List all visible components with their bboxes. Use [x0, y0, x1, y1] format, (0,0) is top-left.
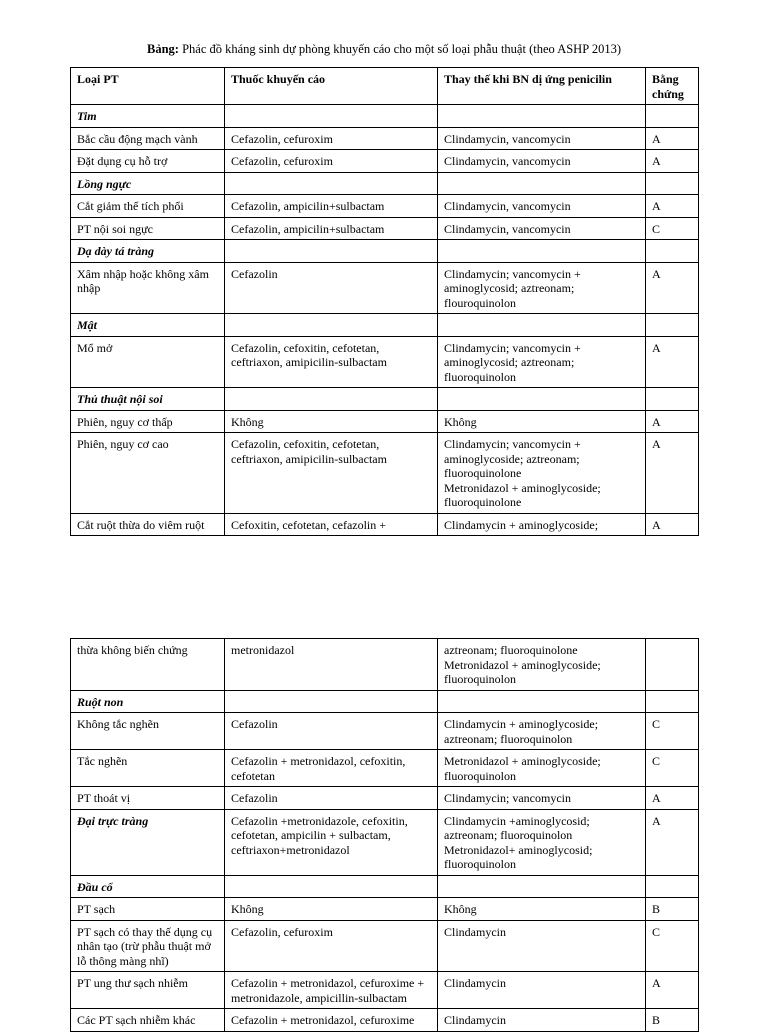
table-row: [71, 433, 699, 514]
header-penicillin-allergy-alternative: Thay thế khi BN dị ứng penicilin: [438, 68, 646, 105]
surgery-type-cell: thừa không biến chứng: [71, 639, 225, 691]
alternative-drug-cell: Clindamycin; vancomycin + aminoglycoside; aztreonam; fluoroquinolone Metronidazol + aminoglycoside; fluoroquinolone: [438, 433, 646, 514]
surgery-type-cell: PT thoát vị: [71, 787, 225, 810]
surgery-type-cell: Không tắc nghẽn: [71, 713, 225, 750]
recommended-drug-cell: Không: [225, 898, 438, 921]
alternative-drug-cell: Clindamycin; vancomycin: [438, 787, 646, 810]
table-row: [71, 809, 699, 875]
evidence-cell: C: [646, 920, 699, 972]
empty-cell: [225, 388, 438, 411]
section-title: Ruột non: [71, 690, 225, 713]
empty-cell: [646, 690, 699, 713]
evidence-cell: C: [646, 713, 699, 750]
alternative-drug-cell: Clindamycin: [438, 1009, 646, 1032]
evidence-cell: A: [646, 127, 699, 150]
section-title: Dạ dày tá tràng: [71, 240, 225, 263]
recommended-drug-cell: Cefazolin, cefuroxim: [225, 920, 438, 972]
alternative-drug-cell: Clindamycin; vancomycin + aminoglycosid; aztreonam; fluoroquinolon: [438, 336, 646, 388]
empty-cell: [646, 172, 699, 195]
caption-label: Bảng:: [147, 42, 179, 56]
table-row: [71, 898, 699, 921]
surgery-type-cell: Các PT sạch nhiễm khác: [71, 1009, 225, 1032]
table-2-body: [71, 639, 699, 1032]
alternative-drug-cell: Không: [438, 410, 646, 433]
empty-cell: [438, 690, 646, 713]
evidence-cell: A: [646, 336, 699, 388]
antibiotic-table-part-2: [70, 638, 699, 1032]
alternative-drug-cell: Clindamycin: [438, 920, 646, 972]
table-row: [71, 972, 699, 1009]
recommended-drug-cell: Cefazolin, ampicilin+sulbactam: [225, 195, 438, 218]
evidence-cell: A: [646, 433, 699, 514]
alternative-drug-cell: Clindamycin, vancomycin: [438, 150, 646, 173]
table-row: [71, 195, 699, 218]
table-row: [71, 750, 699, 787]
empty-cell: [225, 875, 438, 898]
header-row: [71, 68, 699, 105]
section-title: Tim: [71, 105, 225, 128]
empty-cell: [438, 105, 646, 128]
evidence-cell: B: [646, 1009, 699, 1032]
recommended-drug-cell: Cefazolin +metronidazole, cefoxitin, cefotetan, ampicilin + sulbactam, ceftriaxon+metronidazol: [225, 809, 438, 875]
surgery-type-cell: Phiên, nguy cơ cao: [71, 433, 225, 514]
empty-cell: [646, 875, 699, 898]
recommended-drug-cell: Cefazolin, cefoxitin, cefotetan, ceftriaxon, amipicilin-sulbactam: [225, 336, 438, 388]
evidence-cell: A: [646, 787, 699, 810]
table-row: [71, 410, 699, 433]
table-row: [71, 336, 699, 388]
surgery-type-cell: Phiên, nguy cơ thấp: [71, 410, 225, 433]
surgery-type-cell: Cắt giảm thể tích phổi: [71, 195, 225, 218]
alternative-drug-cell: Không: [438, 898, 646, 921]
surgery-type-cell: PT sạch có thay thế dụng cụ nhân tạo (trừ phẫu thuật mở lỗ thông màng nhĩ): [71, 920, 225, 972]
antibiotic-table-part-1: [70, 67, 699, 536]
recommended-drug-cell: Cefazolin: [225, 787, 438, 810]
surgery-type-cell: PT sạch: [71, 898, 225, 921]
empty-cell: [438, 240, 646, 263]
alternative-drug-cell: Clindamycin, vancomycin: [438, 195, 646, 218]
section-title: Thủ thuật nội soi: [71, 388, 225, 411]
alternative-drug-cell: aztreonam; fluoroquinolone Metronidazol + aminoglycoside; fluoroquinolon: [438, 639, 646, 691]
empty-cell: [438, 172, 646, 195]
recommended-drug-cell: Cefazolin, ampicilin+sulbactam: [225, 217, 438, 240]
recommended-drug-cell: Cefazolin, cefoxitin, cefotetan, ceftriaxon, amipicilin-sulbactam: [225, 433, 438, 514]
table-row: [71, 150, 699, 173]
evidence-cell: A: [646, 513, 699, 536]
section-title: Lồng ngực: [71, 172, 225, 195]
table-row: [71, 1009, 699, 1032]
caption-text: Phác đồ kháng sinh dự phòng khuyến cáo cho một số loại phẫu thuật (theo ASHP 2013): [182, 42, 621, 56]
empty-cell: [438, 875, 646, 898]
empty-cell: [646, 314, 699, 337]
surgery-type-cell: Đại trực tràng: [71, 809, 225, 875]
surgery-type-cell: Cắt ruột thừa do viêm ruột: [71, 513, 225, 536]
empty-cell: [646, 388, 699, 411]
section-row: [71, 388, 699, 411]
recommended-drug-cell: Cefazolin, cefuroxim: [225, 150, 438, 173]
recommended-drug-cell: Cefoxitin, cefotetan, cefazolin +: [225, 513, 438, 536]
recommended-drug-cell: Cefazolin + metronidazol, cefuroxime: [225, 1009, 438, 1032]
section-row: [71, 314, 699, 337]
section-title: Đầu cổ: [71, 875, 225, 898]
section-row: [71, 240, 699, 263]
table-row: [71, 513, 699, 536]
header-recommended-drug: Thuốc khuyến cáo: [225, 68, 438, 105]
surgery-type-cell: Tắc nghẽn: [71, 750, 225, 787]
surgery-type-cell: Bắc cầu động mạch vành: [71, 127, 225, 150]
table-row: [71, 262, 699, 314]
alternative-drug-cell: Clindamycin +aminoglycosid; aztreonam; fluoroquinolon Metronidazol+ aminoglycosid; fluoroquinolon: [438, 809, 646, 875]
evidence-cell: C: [646, 217, 699, 240]
recommended-drug-cell: Cefazolin + metronidazol, cefuroxime + metronidazole, ampicillin-sulbactam: [225, 972, 438, 1009]
table-row: [71, 217, 699, 240]
evidence-cell: B: [646, 898, 699, 921]
recommended-drug-cell: Cefazolin + metronidazol, cefoxitin, cefotetan: [225, 750, 438, 787]
table-row: [71, 127, 699, 150]
alternative-drug-cell: Metronidazol + aminoglycoside; fluoroquinolon: [438, 750, 646, 787]
empty-cell: [438, 314, 646, 337]
evidence-cell: A: [646, 262, 699, 314]
section-row: [71, 105, 699, 128]
header-evidence: Bằng chứng: [646, 68, 699, 105]
recommended-drug-cell: Cefazolin: [225, 713, 438, 750]
surgery-type-cell: Xâm nhập hoặc không xâm nhập: [71, 262, 225, 314]
evidence-cell: A: [646, 972, 699, 1009]
surgery-type-cell: Đặt dụng cụ hỗ trợ: [71, 150, 225, 173]
alternative-drug-cell: Clindamycin + aminoglycoside;: [438, 513, 646, 536]
empty-cell: [225, 105, 438, 128]
alternative-drug-cell: Clindamycin + aminoglycoside; aztreonam; fluoroquinolon: [438, 713, 646, 750]
section-row: [71, 172, 699, 195]
header-surgery-type: Loại PT: [71, 68, 225, 105]
table-row: [71, 639, 699, 691]
empty-cell: [225, 690, 438, 713]
evidence-cell: A: [646, 410, 699, 433]
table-row: [71, 920, 699, 972]
evidence-cell: A: [646, 150, 699, 173]
surgery-type-cell: PT ung thư sạch nhiễm: [71, 972, 225, 1009]
empty-cell: [646, 105, 699, 128]
empty-cell: [646, 240, 699, 263]
surgery-type-cell: PT nội soi ngực: [71, 217, 225, 240]
table-row: [71, 787, 699, 810]
alternative-drug-cell: Clindamycin; vancomycin + aminoglycosid; aztreonam; flouroquinolon: [438, 262, 646, 314]
alternative-drug-cell: Clindamycin, vancomycin: [438, 217, 646, 240]
recommended-drug-cell: Cefazolin: [225, 262, 438, 314]
table-row: [71, 713, 699, 750]
empty-cell: [438, 388, 646, 411]
evidence-cell: A: [646, 195, 699, 218]
recommended-drug-cell: Không: [225, 410, 438, 433]
section-row: [71, 875, 699, 898]
evidence-cell: A: [646, 809, 699, 875]
section-row: [71, 690, 699, 713]
empty-cell: [225, 240, 438, 263]
recommended-drug-cell: metronidazol: [225, 639, 438, 691]
surgery-type-cell: Mổ mở: [71, 336, 225, 388]
evidence-cell: [646, 639, 699, 691]
recommended-drug-cell: Cefazolin, cefuroxim: [225, 127, 438, 150]
section-title: Mật: [71, 314, 225, 337]
alternative-drug-cell: Clindamycin: [438, 972, 646, 1009]
evidence-cell: C: [646, 750, 699, 787]
empty-cell: [225, 314, 438, 337]
table-1-body: [71, 105, 699, 536]
empty-cell: [225, 172, 438, 195]
alternative-drug-cell: Clindamycin, vancomycin: [438, 127, 646, 150]
table-caption: [0, 42, 768, 57]
